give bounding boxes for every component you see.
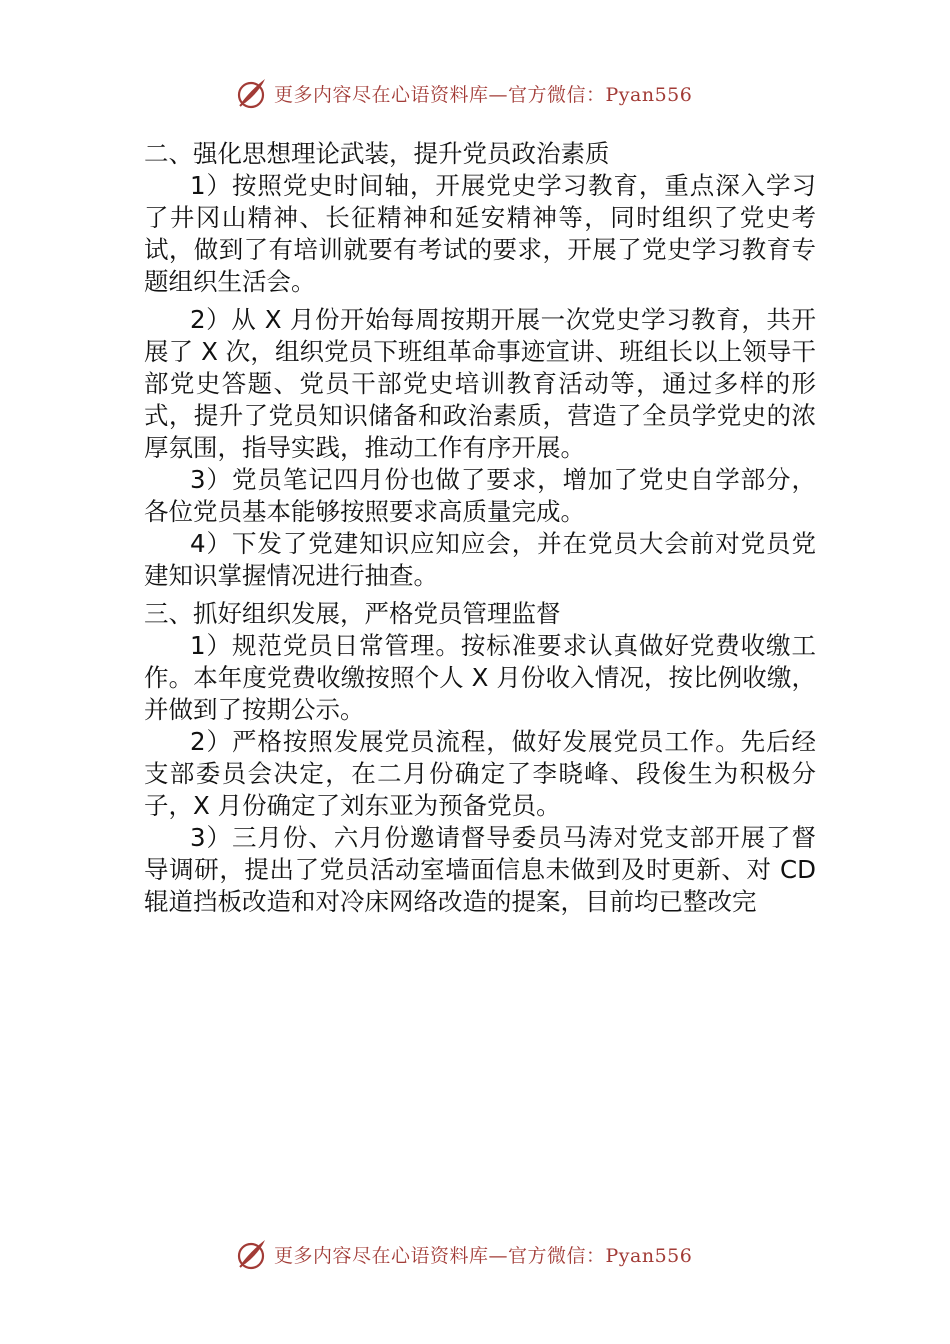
paragraph: 2）严格按照发展党员流程，做好发展党员工作。先后经支部委员会决定，在二月份确定了李晓峰、段俊生为积极分子，X 月份确定了刘东亚为预备党员。 xyxy=(144,727,816,820)
banner-text: 更多内容尽在心语资料库—官方微信：Pyan556 xyxy=(274,1244,693,1267)
section-heading: 二、强化思想理论武装，提升党员政治素质 xyxy=(144,139,610,168)
paragraph: 2）从 X 月份开始每周按期开展一次党史学习教育，共开展了 X 次，组织党员下班组革命事迹宣讲、班组长以上领导干部党史答题、党员干部党史培训教育活动等，通过多样的形式，提升了党员知识储备和政治素质，营造了全员学党史的浓厚氛围，指导实践，推动工作有序开展。 xyxy=(144,305,816,462)
paragraph: 3）党员笔记四月份也做了要求，增加了党史自学部分，各位党员基本能够按照要求高质量完成。 xyxy=(144,465,816,526)
quill-pen-logo-icon xyxy=(234,1237,268,1271)
quill-pen-logo-icon xyxy=(234,76,268,110)
section-heading: 三、抓好组织发展，严格党员管理监督 xyxy=(144,599,561,628)
paragraph: 4）下发了党建知识应知应会，并在党员大会前对党员党建知识掌握情况进行抽查。 xyxy=(144,529,816,590)
paragraph: 1）按照党史时间轴，开展党史学习教育，重点深入学习了井冈山精神、长征精神和延安精神等，同时组织了党史考试，做到了有培训就要有考试的要求，开展了党史学习教育专题组织生活会。 xyxy=(144,171,816,296)
banner-text: 更多内容尽在心语资料库—官方微信：Pyan556 xyxy=(274,83,693,106)
paragraph: 3）三月份、六月份邀请督导委员马涛对党支部开展了督导调研，提出了党员活动室墙面信息未做到及时更新、对 CD 辊道挡板改造和对冷床网络改造的提案，目前均已整改完 xyxy=(144,823,816,916)
header-banner xyxy=(234,75,692,111)
paragraph: 1）规范党员日常管理。按标准要求认真做好党费收缴工作。本年度党费收缴按照个人 X 月份收入情况，按比例收缴，并做到了按期公示。 xyxy=(144,631,816,724)
footer-banner xyxy=(234,1236,692,1272)
document-body xyxy=(144,138,816,918)
